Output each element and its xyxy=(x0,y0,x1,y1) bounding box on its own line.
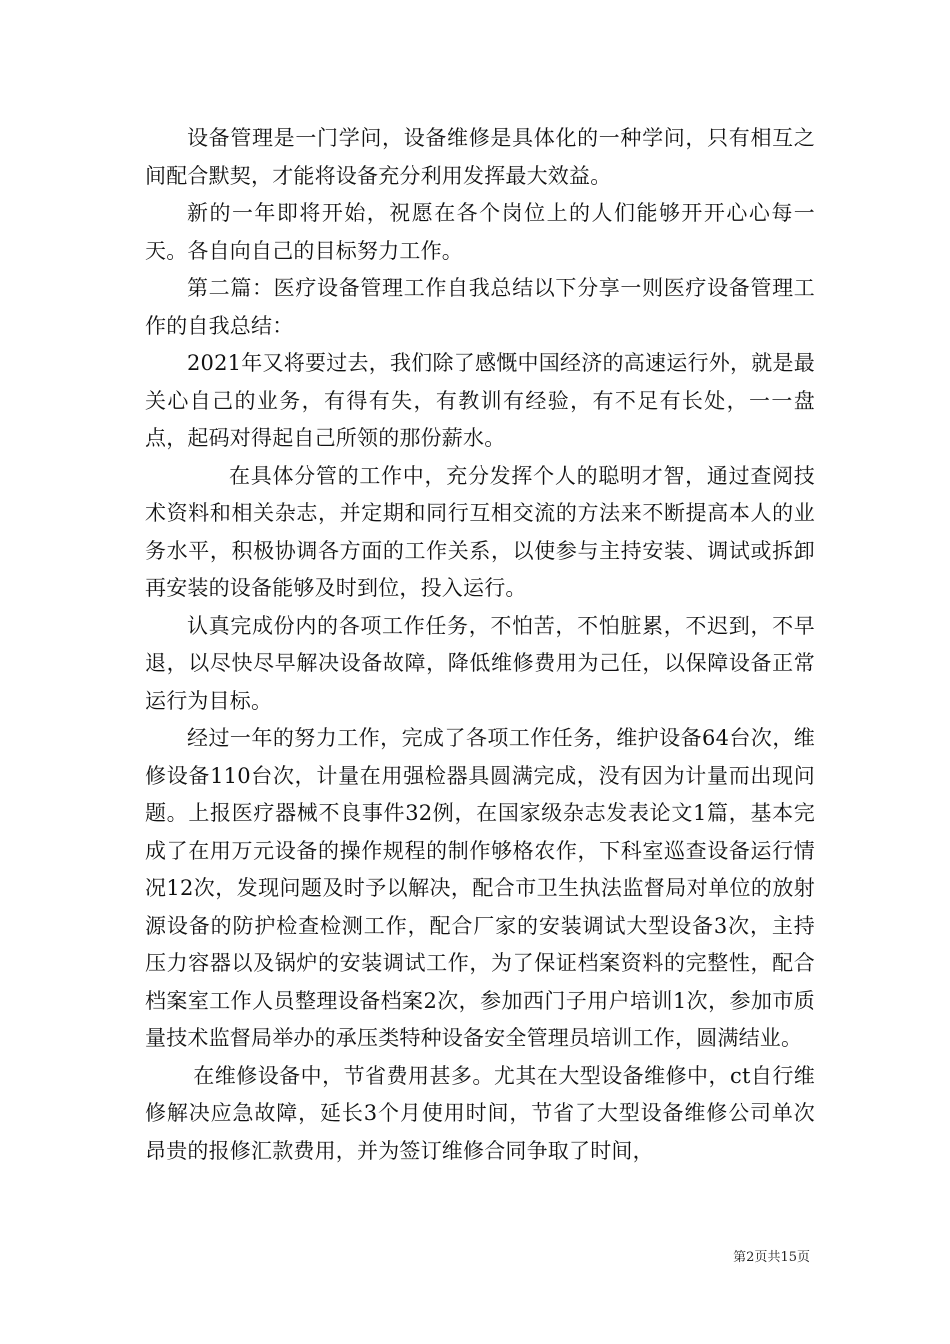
paragraph-4: 2021年又将要过去，我们除了感慨中国经济的高速运行外，就是最关心自己的业务，有得有失，有教训有经验，有不足有长处，一一盘点，起码对得起自己所领的那份薪水。 xyxy=(145,351,815,450)
paragraph-5: 在具体分管的工作中，充分发挥个人的聪明才智，通过查阅技术资料和相关杂志，并定期和同行互相交流的方法来不断提高本人的业务水平，积极协调各方面的工作关系，以使参与主持安装、调试或拆卸再安装的设备能够及时到位，投入运行。 xyxy=(145,463,815,600)
paragraph-7: 经过一年的努力工作，完成了各项工作任务，维护设备64台次，维修设备110台次，计量在用强检器具圆满完成，没有因为计量而出现问题。上报医疗器械不良事件32例，在国家级杂志发表论文1篇，基本完成了在用万元设备的操作规程的制作够格农作，下科室巡查设备运行情况12次，发现问题及时予以解决，配合市卫生执法监督局对单位的放射源设备的防护检查检测工作，配合厂家的安装调试大型设备3次，主持压力容器以及锅炉的安装调试工作，为了保证档案资料的完整性，配合档案室工作人员整理设备档案2次，参加西门子用户培训1次，参加市质量技术监督局举办的承压类特种设备安全管理员培训工作，圆满结业。 xyxy=(145,726,815,1050)
paragraph-3: 第二篇：医疗设备管理工作自我总结以下分享一则医疗设备管理工作的自我总结： xyxy=(145,276,815,338)
paragraph-2: 新的一年即将开始，祝愿在各个岗位上的人们能够开开心心每一天。各自向自己的目标努力工作。 xyxy=(145,201,815,263)
paragraph-8: 在维修设备中，节省费用甚多。尤其在大型设备维修中，ct自行维修解决应急故障，延长3个月使用时间，节省了大型设备维修公司单次昂贵的报修汇款费用，并为签订维修合同争取了时间， xyxy=(145,1063,815,1163)
page-number-footer: 第2页共15页 xyxy=(733,1250,810,1265)
paragraph-6: 认真完成份内的各项工作任务，不怕苦，不怕脏累，不迟到，不早退，以尽快尽早解决设备故障，降低维修费用为己任，以保障设备正常运行为目标。 xyxy=(145,613,815,713)
document-body xyxy=(145,120,815,1170)
paragraph-1: 设备管理是一门学问，设备维修是具体化的一种学问，只有相互之间配合默契，才能将设备充分利用发挥最大效益。 xyxy=(145,126,815,188)
